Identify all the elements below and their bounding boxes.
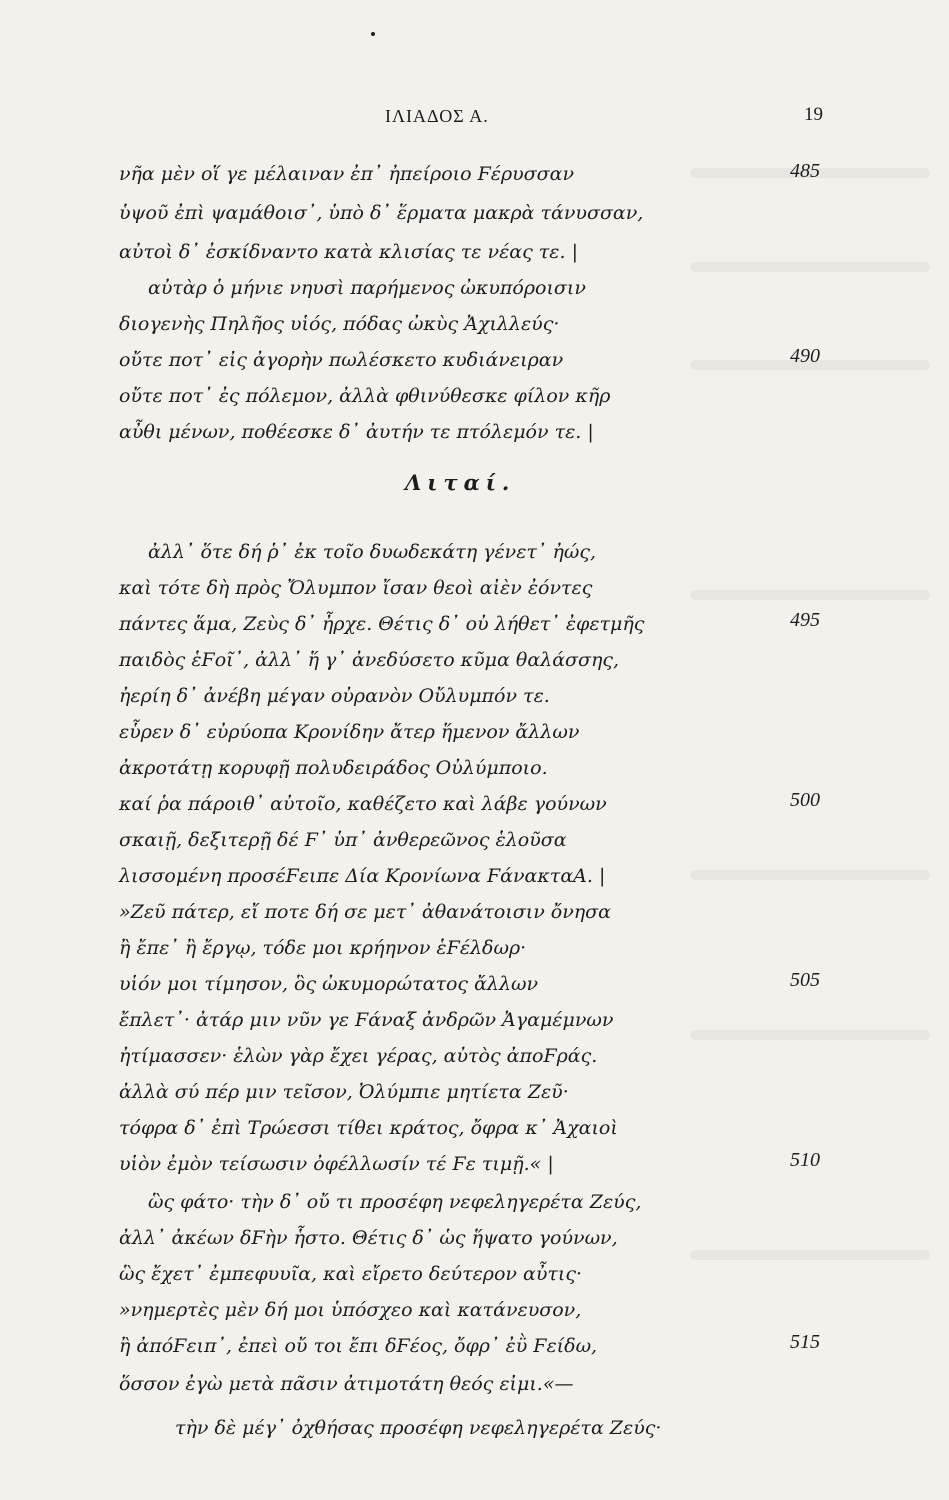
line-number: 515: [790, 1331, 820, 1353]
verse-line: ἀλλ᾽ ἀκέων δϜὴν ἧστο. Θέτις δ᾽ ὡς ἥψατο γούνων,: [119, 1227, 618, 1249]
verse-line: πάντες ἅμα, Ζεὺς δ᾽ ἦρχε. Θέτις δ᾽ οὐ λήθετ᾽ ἐφετμῆς: [119, 613, 645, 635]
verse-line: καὶ τότε δὴ πρὸς Ὄλυμπον ἴσαν θεοὶ αἰὲν ἐόντες: [119, 577, 593, 599]
verse-line: ἢ ἀπόϜειπ᾽, ἐπεὶ οὔ τοι ἔπι δϜέος, ὄφρ᾽ ἐῢ Ϝείδω,: [119, 1335, 598, 1357]
running-header: ΙΛΙΑΔΟΣ Α.: [385, 106, 489, 126]
verse-line: παιδὸς ἑϜοῖ᾽, ἀλλ᾽ ἥ γ᾽ ἀνεδύσετο κῦμα θαλάσσης,: [119, 649, 620, 671]
bleed-through-mark: [690, 262, 930, 272]
verse-line: αὐτοὶ δ᾽ ἐσκίδναντο κατὰ κλισίας τε νέας τε. |: [119, 241, 578, 263]
verse-line: ἀκροτάτῃ κορυφῇ πολυδειράδος Οὐλύμποιο.: [119, 757, 548, 779]
bleed-through-mark: [690, 590, 930, 600]
line-number: 510: [790, 1149, 820, 1171]
verse-line: καί ῥα πάροιθ᾽ αὐτοῖο, καθέζετο καὶ λάβε γούνων: [119, 793, 607, 815]
verse-line: οὔτε ποτ᾽ εἰς ἀγορὴν πωλέσκετο κυδιάνειραν: [119, 349, 564, 371]
verse-line: »Ζεῦ πάτερ, εἴ ποτε δή σε μετ᾽ ἀθανάτοισιν ὄνησα: [119, 901, 611, 923]
verse-line: αὐτὰρ ὁ μήνιε νηυσὶ παρήμενος ὠκυπόροισιν: [148, 277, 586, 299]
verse-line: τόφρα δ᾽ ἐπὶ Τρώεσσι τίθει κράτος, ὄφρα κ᾽ Ἀχαιοὶ: [119, 1117, 618, 1139]
verse-line: τὴν δὲ μέγ᾽ ὀχθήσας προσέφη νεφεληγερέτα Ζεύς·: [175, 1417, 662, 1439]
section-heading: Λιταί.: [405, 470, 516, 495]
verse-line: διογενὴς Πηλῆος υἱός, πόδας ὠκὺς Ἀχιλλεύς·: [119, 313, 560, 335]
page-number: 19: [804, 104, 823, 125]
line-number: 485: [790, 160, 820, 182]
verse-line: ἀλλ᾽ ὅτε δή ῥ᾽ ἐκ τοῖο δυωδεκάτη γένετ᾽ ἠώς,: [148, 541, 597, 563]
verse-line: σκαιῇ, δεξιτερῇ δέ Ϝ᾽ ὑπ᾽ ἀνθερεῶνος ἑλοῦσα: [119, 829, 567, 851]
verse-line: ἀλλὰ σύ πέρ μιν τεῖσον, Ὀλύμπιε μητίετα Ζεῦ·: [119, 1081, 569, 1103]
bleed-through-mark: [690, 1250, 930, 1260]
verse-line: υἱὸν ἐμὸν τείσωσιν ὀφέλλωσίν τέ Ϝε τιμῇ.« |: [119, 1153, 554, 1175]
line-number: 495: [790, 609, 820, 631]
line-number: 490: [790, 345, 820, 367]
verse-line: οὔτε ποτ᾽ ἐς πόλεμον, ἀλλὰ φθινύθεσκε φίλον κῆρ: [119, 385, 611, 407]
bleed-through-mark: [690, 870, 930, 880]
verse-line: υἱόν μοι τίμησον, ὃς ὠκυμορώτατος ἄλλων: [119, 973, 539, 995]
verse-line: ἢ ἔπε᾽ ἢ ἔργῳ, τόδε μοι κρήηνον ἑϜέλδωρ·: [119, 937, 527, 959]
verse-line: ὑψοῦ ἐπὶ ψαμάθοισ᾽, ὑπὸ δ᾽ ἕρματα μακρὰ τάνυσσαν,: [119, 202, 644, 224]
verse-line: εὗρεν δ᾽ εὐρύοπα Κρονίδην ἄτερ ἥμενον ἄλλων: [119, 721, 580, 743]
verse-line: ὣς φάτο· τὴν δ᾽ οὔ τι προσέφη νεφεληγερέτα Ζεύς,: [148, 1191, 642, 1213]
verse-line: ὣς ἔχετ᾽ ἐμπεφυυῖα, καὶ εἴρετο δεύτερον αὖτις·: [119, 1263, 583, 1285]
verse-line: ἠερίη δ᾽ ἀνέβη μέγαν οὐρανὸν Οὔλυμπόν τε.: [119, 685, 550, 707]
verse-line: ἔπλετ᾽· ἀτάρ μιν νῦν γε Ϝάναξ ἀνδρῶν Ἀγαμέμνων: [119, 1009, 614, 1031]
line-number: 505: [790, 969, 820, 991]
verse-line: λισσομένη προσέϜειπε Δία Κρονίωνα ϜάνακταΑ. |: [119, 865, 606, 887]
verse-line: ὅσσον ἐγὼ μετὰ πᾶσιν ἀτιμοτάτη θεός εἰμι.«—: [119, 1373, 574, 1395]
verse-line: αὖθι μένων, ποθέεσκε δ᾽ ἀυτήν τε πτόλεμόν τε. |: [119, 421, 594, 443]
verse-line: ἠτίμασσεν· ἑλὼν γὰρ ἔχει γέρας, αὐτὸς ἀποϜράς.: [119, 1045, 598, 1067]
line-number: 500: [790, 789, 820, 811]
print-dot: [371, 32, 375, 36]
verse-line: »νημερτὲς μὲν δή μοι ὑπόσχεο καὶ κατάνευσον,: [119, 1299, 582, 1321]
bleed-through-mark: [690, 1030, 930, 1040]
verse-line: νῆα μὲν οἵ γε μέλαιναν ἐπ᾽ ἠπείροιο Ϝέρυσσαν: [119, 163, 574, 185]
